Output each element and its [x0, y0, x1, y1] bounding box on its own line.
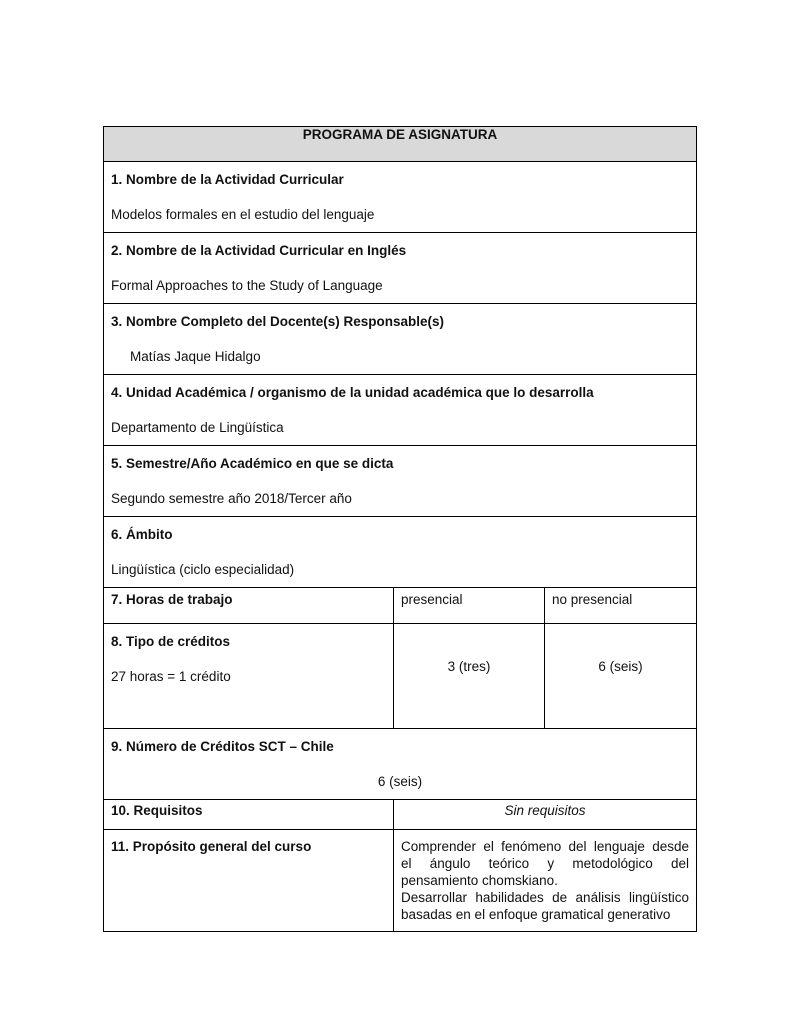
sct-value: 6 (seis) [377, 774, 423, 789]
title-row [104, 127, 697, 162]
credits-type-row [104, 624, 697, 729]
section-row-2 [104, 233, 697, 304]
section-label: 2. Nombre de la Actividad Curricular en Inglés [111, 243, 407, 258]
requirements-row [104, 800, 697, 830]
section-value: Lingüística (ciclo especialidad) [111, 562, 295, 577]
requirements-value: Sin requisitos [504, 803, 586, 818]
purpose-line: pensamiento chomskiano. [401, 873, 558, 888]
section-value: Matías Jaque Hidalgo [130, 349, 261, 364]
document-title: PROGRAMA DE ASIGNATURA [104, 127, 697, 162]
purpose-line: basadas en el enfoque gramatical generativo [401, 907, 671, 922]
section-row-4 [104, 375, 697, 446]
section-label: 5. Semestre/Año Académico en que se dicta [111, 456, 394, 471]
credits-presencial-value: 3 (tres) [447, 659, 491, 674]
sct-row [104, 729, 697, 800]
hours-presencial-header: presencial [401, 592, 463, 607]
credits-type-note: 27 horas = 1 crédito [111, 669, 231, 684]
section-value: Formal Approaches to the Study of Language [111, 278, 383, 293]
purpose-label: 11. Propósito general del curso [111, 839, 312, 854]
credits-type-label: 8. Tipo de créditos [111, 634, 231, 649]
section-row-6 [104, 517, 697, 588]
section-row-3 [104, 304, 697, 375]
section-value: Modelos formales en el estudio del lenguaje [111, 207, 375, 222]
hours-no-presencial-header: no presencial [552, 592, 633, 607]
section-row-1 [104, 162, 697, 233]
section-value: Departamento de Lingüística [111, 420, 284, 435]
section-label: 6. Ámbito [111, 527, 173, 542]
hours-row [104, 588, 697, 624]
purpose-line: Comprender el fenómeno del lenguaje desde [401, 839, 690, 854]
section-label: 1. Nombre de la Actividad Curricular [111, 172, 344, 187]
section-value: Segundo semestre año 2018/Tercer año [111, 491, 352, 506]
purpose-line: el ángulo teórico y metodológico del [401, 856, 690, 871]
sct-label: 9. Número de Créditos SCT – Chile [111, 739, 334, 754]
purpose-row [104, 830, 697, 932]
hours-label: 7. Horas de trabajo [111, 592, 233, 607]
credits-no-presencial-value: 6 (seis) [598, 659, 643, 674]
section-row-5 [104, 446, 697, 517]
course-program-table [103, 126, 697, 932]
requirements-label: 10. Requisitos [111, 803, 203, 818]
purpose-text [401, 838, 689, 923]
purpose-line: Desarrollar habilidades de análisis lingüístico [401, 890, 690, 905]
section-label: 4. Unidad Académica / organismo de la unidad académica que lo desarrolla [111, 385, 594, 400]
section-label: 3. Nombre Completo del Docente(s) Responsable(s) [111, 314, 445, 329]
